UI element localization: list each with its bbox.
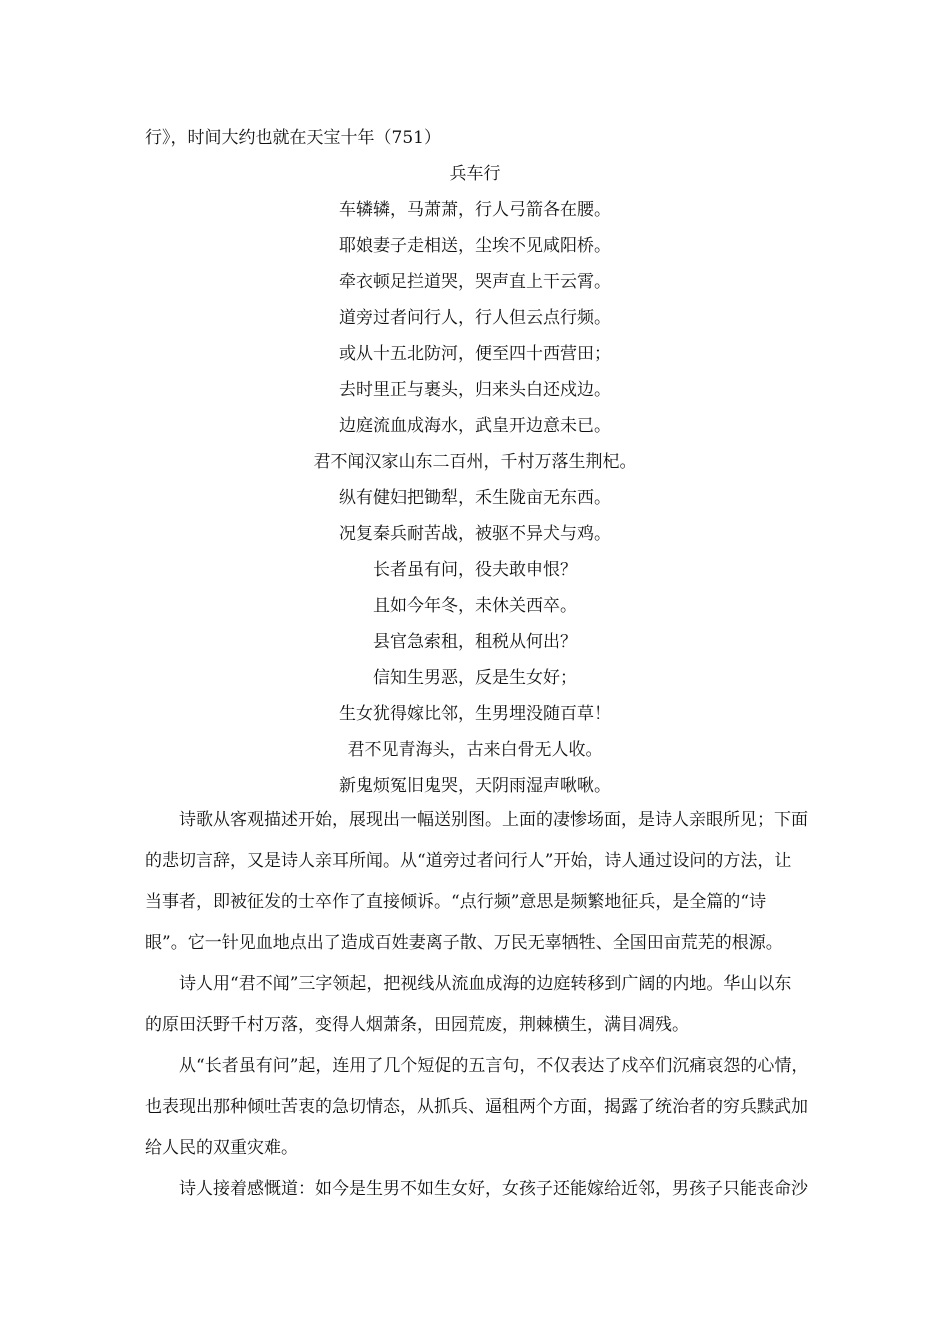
poem-line: 牵衣顿足拦道哭，哭声直上干云霄。: [339, 272, 611, 292]
poem-line: 县官急索租，租税从何出？: [373, 632, 577, 652]
poem-line: 信知生男恶，反是生女好；: [373, 668, 577, 688]
poem-line: 耶娘妻子走相送，尘埃不见咸阳桥。: [339, 236, 611, 256]
poem-line: 君不闻汉家山东二百州，千村万落生荆杞。: [313, 452, 637, 472]
poem-line: 去时里正与裹头，归来头白还戍边。: [339, 380, 611, 400]
paragraph-line: 的悲切言辞，又是诗人亲耳所闻。从“道旁过者问行人”开始，诗人通过设问的方法，让: [145, 851, 792, 871]
poem-line: 君不见青海头，古来白骨无人收。: [347, 740, 603, 760]
paragraph: [145, 974, 815, 1056]
paragraph-line: 诗人用“君不闻”三字领起，把视线从流血成海的边庭转移到广阔的内地。华山以东: [179, 974, 792, 994]
poem-line: 道旁过者问行人，行人但云点行频。: [339, 308, 611, 328]
poem-line: 长者虽有问，役夫敢申恨？: [373, 560, 577, 580]
poem-line: 生女犹得嫁比邻，生男埋没随百草！: [339, 704, 611, 724]
lead-line: 行》，时间大约也就在天宝十年（751）: [145, 128, 441, 148]
poem-title: 兵车行: [449, 164, 501, 184]
poem-line: 车辚辚，马萧萧，行人弓箭各在腰。: [339, 200, 611, 220]
paragraph-line: 诗人接着感慨道：如今是生男不如生女好，女孩子还能嫁给近邻，男孩子只能丧命沙: [179, 1179, 808, 1199]
poem-line: 况复秦兵耐苦战，被驱不异犬与鸡。: [339, 524, 611, 544]
paragraph-line: 当事者，即被征发的士卒作了直接倾诉。“点行频”意思是频繁地征兵，是全篇的“诗: [145, 892, 767, 912]
paragraph: [145, 810, 815, 974]
poem-line: 边庭流血成海水，武皇开边意未已。: [339, 416, 611, 436]
poem-line: 纵有健妇把锄犁，禾生陇亩无东西。: [339, 488, 611, 508]
paragraph: [145, 1179, 815, 1220]
poem-line: 新鬼烦冤旧鬼哭，天阴雨湿声啾啾。: [339, 776, 611, 796]
paragraph-line: 给人民的双重灾难。: [145, 1138, 298, 1158]
paragraph-line: 也表现出那种倾吐苦衷的急切情态，从抓兵、逼租两个方面，揭露了统治者的穷兵黩武加: [145, 1097, 808, 1117]
commentary: [145, 810, 815, 1220]
paragraph-line: 眼”。它一针见血地点出了造成百姓妻离子散、万民无辜牺牲、全国田亩荒芜的根源。: [145, 933, 783, 953]
poem-line: 且如今年冬，未休关西卒。: [373, 596, 577, 616]
paragraph-line: 从“长者虽有问”起，连用了几个短促的五言句，不仅表达了戍卒们沉痛哀怨的心情，: [179, 1056, 809, 1076]
poem-line: 或从十五北防河，便至四十西营田；: [339, 344, 611, 364]
paragraph: [145, 1056, 815, 1179]
paragraph-line: 诗歌从客观描述开始，展现出一幅送别图。上面的凄惨场面，是诗人亲眼所见；下面: [179, 810, 808, 830]
paragraph-line: 的原田沃野千村万落，变得人烟萧条，田园荒废，荆棘横生，满目凋残。: [145, 1015, 689, 1035]
poem-body: [0, 200, 950, 812]
